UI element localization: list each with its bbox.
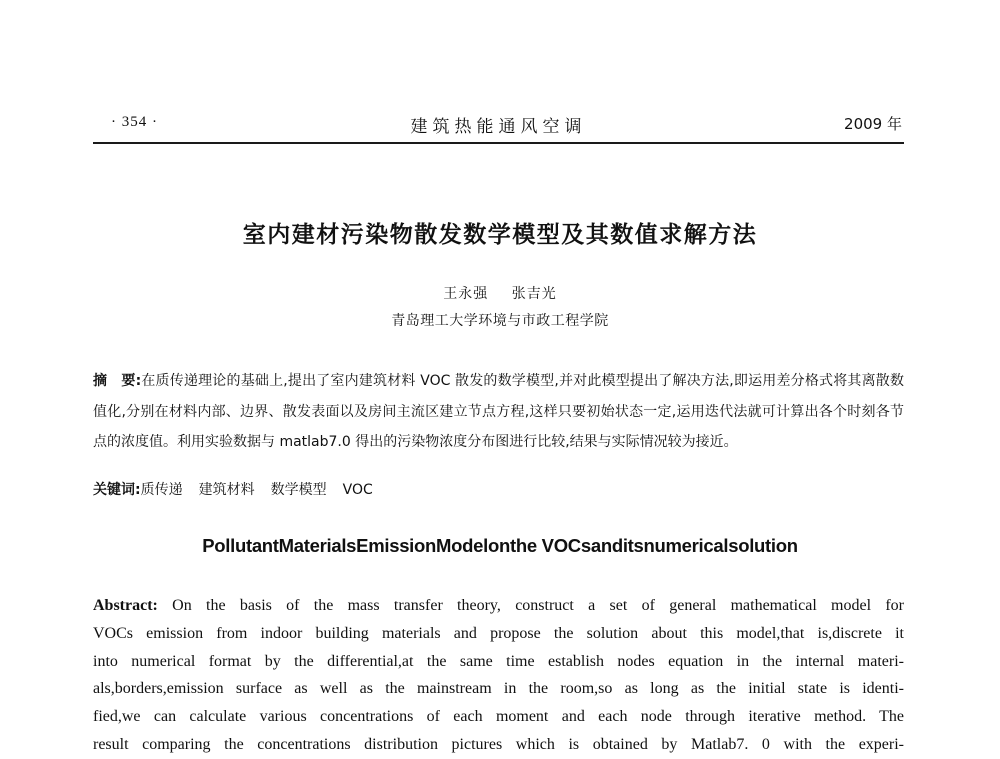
english-abstract-line: VOCs emission from indoor building materials and propose the solution about this model,that is,discrete it: [93, 624, 904, 642]
publication-year: 2009 年: [844, 115, 902, 133]
chinese-abstract: [93, 366, 904, 458]
english-abstract-line: als,borders,emission surface as well as the mainstream in the room,so as long as the initial state is identi-: [93, 680, 904, 698]
keyword: 质传递: [140, 482, 183, 498]
english-abstract-label: Abstract:: [93, 597, 158, 614]
english-abstract-line: Abstract: On the basis of the mass transfer theory, construct a set of general mathematical model for: [93, 597, 904, 614]
header-rule: [93, 142, 904, 144]
chinese-abstract-label: 摘 要:: [93, 373, 142, 389]
keyword: VOC: [342, 482, 373, 498]
affiliation: 青岛理工大学环境与市政工程学院: [391, 313, 609, 329]
english-abstract-line: fied,we can calculate various concentrations of each moment and each node through iterative method. The: [93, 708, 904, 726]
chinese-title: 室内建材污染物散发数学模型及其数值求解方法: [242, 222, 758, 248]
author-list: [0, 283, 1000, 303]
keywords: [93, 479, 904, 499]
author-name: 王永强: [443, 286, 489, 302]
keywords-label: 关键词:: [93, 482, 141, 498]
keyword: 建筑材料: [198, 482, 255, 498]
chinese-abstract-text: 在质传递理论的基础上,提出了室内建筑材料 VOC 散发的数学模型,并对此模型提出了解决方法,即运用差分格式将其离散数值化,分别在材料内部、边界、散发表面以及房间主流区建立节点方程,这样只要初始状态一定,运用迭代法就可计算出各个时刻各节点的浓度值。利用实验数据与 matlab7.0 得出的污染物浓度分布图进行比较,结果与实际情况较为接近。: [93, 373, 904, 450]
author-name: 张吉光: [511, 286, 557, 302]
english-abstract-line: result comparing the concentrations distribution pictures which is obtained by Matlab7. 0 with the experi-: [93, 735, 904, 753]
english-abstract-line: into numerical format by the differential,at the same time establish nodes equation in the internal materi-: [93, 652, 904, 670]
running-header: [93, 112, 904, 138]
english-abstract: [93, 592, 904, 759]
page-number: · 354 ·: [111, 114, 158, 130]
keyword: 数学模型: [270, 482, 327, 498]
english-title: PollutantMaterialsEmissionModelonthe VOCsanditsnumericalsolution: [202, 535, 798, 556]
journal-name: 建筑热能通风空调: [410, 117, 587, 137]
